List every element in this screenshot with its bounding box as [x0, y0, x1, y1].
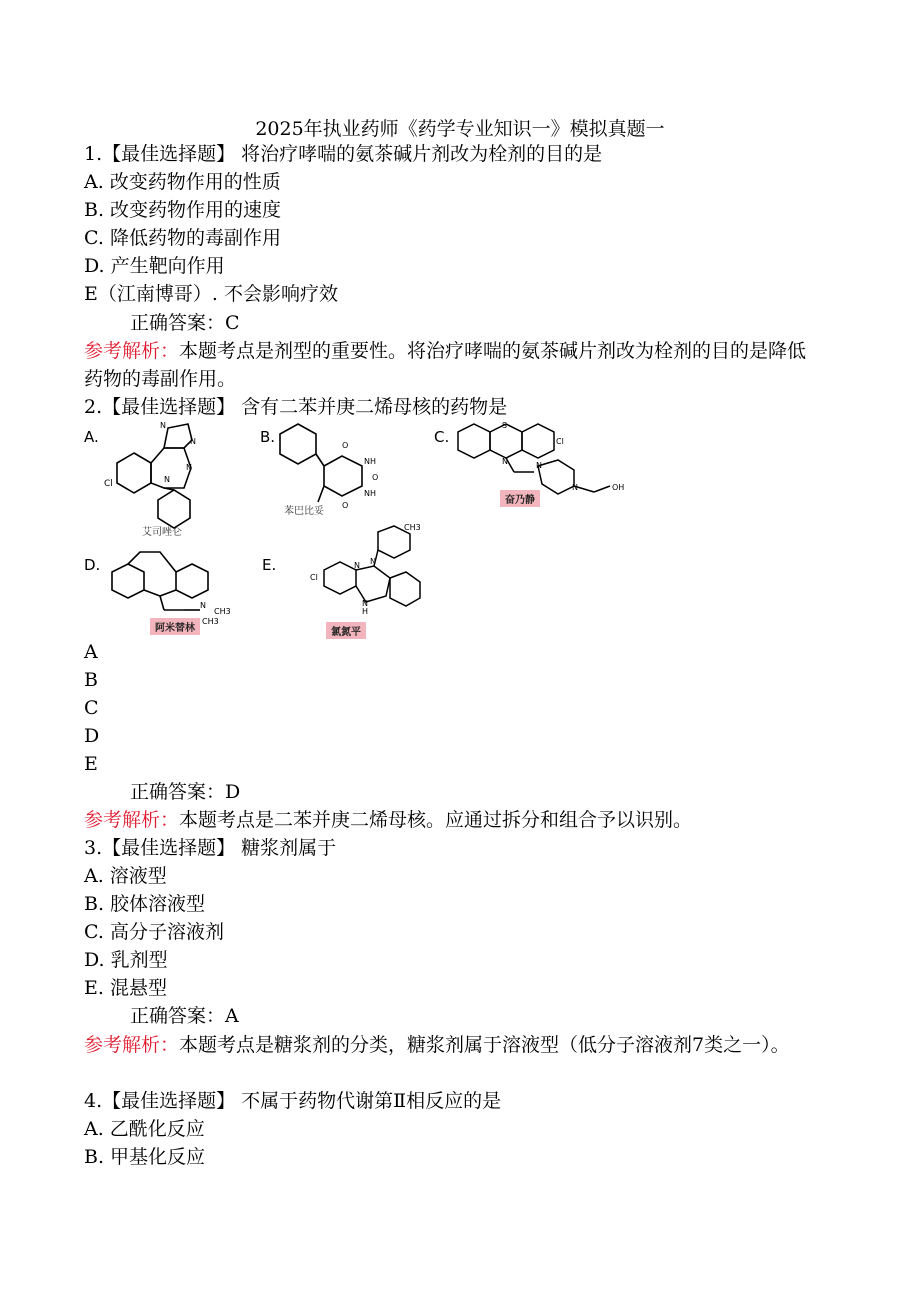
atom-d-ch3-2: CH3: [202, 617, 219, 624]
atom-b-nh2: NH: [364, 489, 376, 498]
atom-d-n: N: [200, 601, 206, 610]
document-title: 2025年执业药师《药学专业知识一》模拟真题一: [255, 118, 665, 140]
atom-a-n4: N: [164, 475, 170, 484]
structure-e: [262, 524, 432, 639]
q3-stem: 3.【最佳选择题】 糖浆剂属于: [84, 837, 337, 859]
structure-a: [84, 418, 214, 543]
q2-explanation-text: 本题考点是二苯并庚二烯母核。应通过拆分和组合予以识别。: [179, 809, 693, 831]
atom-e-h: H: [362, 607, 369, 616]
structure-e-name: 氯氮平: [326, 622, 366, 639]
structure-d-letter: D.: [84, 556, 101, 574]
atom-c-n2: N: [536, 461, 542, 470]
q3-answer: 正确答案：A: [130, 1005, 239, 1027]
structure-a-name: 艾司唑仑: [142, 527, 182, 538]
atom-a-n1: N: [186, 463, 192, 472]
q4-option-a: A. 乙酰化反应: [84, 1118, 205, 1140]
q2-option-e: E: [84, 753, 98, 775]
atom-e-n1: N: [370, 557, 376, 566]
atom-c-n3: N: [572, 483, 578, 492]
q1-explanation-label: 参考解析：: [84, 340, 180, 362]
structure-b-letter: B.: [260, 428, 276, 446]
atom-b-o2: O: [372, 473, 379, 482]
q2-option-b: B: [84, 669, 98, 691]
atom-a-n3: N: [190, 437, 196, 446]
q4-option-b: B. 甲基化反应: [84, 1146, 206, 1168]
q3-option-d: D. 乳剂型: [84, 949, 168, 971]
atom-e-ch3: CH3: [404, 524, 421, 532]
q2-explanation-label: 参考解析：: [84, 809, 180, 831]
q3-explanation-text: 本题考点是糖浆剂的分类，糖浆剂属于溶液型（低分子溶液剂7类之一）。: [179, 1034, 790, 1056]
q1-stem: 1.【最佳选择题】 将治疗哮喘的氨茶碱片剂改为栓剂的目的是: [84, 143, 603, 165]
q3-explanation-label: 参考解析：: [84, 1034, 180, 1056]
atom-d-ch3-1: CH3: [214, 607, 231, 616]
structure-a-drawing: [84, 418, 214, 530]
q3-option-e: E. 混悬型: [84, 977, 167, 999]
q4-stem: 4.【最佳选择题】 不属于药物代谢第Ⅱ相反应的是: [84, 1090, 502, 1112]
q3-option-c: C. 高分子溶液剂: [84, 921, 224, 943]
structure-c-letter: C.: [434, 428, 450, 446]
q3-option-a: A. 溶液型: [84, 865, 167, 887]
atom-e-cl: Cl: [310, 573, 318, 582]
structure-d: [84, 548, 249, 638]
structure-e-drawing: [262, 524, 432, 624]
q1-option-d: D. 产生靶向作用: [84, 255, 225, 277]
structure-c: [434, 418, 634, 513]
atom-e-n3: N: [362, 599, 368, 608]
structure-e-letter: E.: [262, 556, 277, 574]
structure-d-drawing: [84, 548, 249, 624]
atom-c-s: S: [502, 421, 508, 430]
structure-b: [258, 418, 398, 518]
atom-c-cl: Cl: [556, 437, 564, 446]
structure-d-name: 阿米替林: [150, 618, 200, 635]
atom-a-cl: Cl: [104, 479, 113, 489]
q1-answer: 正确答案：C: [130, 312, 240, 334]
q1-option-b: B. 改变药物作用的速度: [84, 199, 282, 221]
structure-c-name: 奋乃静: [500, 490, 540, 507]
atom-c-oh: OH: [612, 483, 625, 492]
structure-c-drawing: [434, 418, 634, 500]
atom-c-n1: N: [502, 457, 508, 466]
q2-option-c: C: [84, 697, 99, 719]
structure-b-drawing: [258, 418, 398, 508]
q1-explanation: [84, 337, 824, 393]
atom-e-n2: N: [354, 561, 360, 570]
q1-option-e: E（江南博哥）. 不会影响疗效: [84, 283, 338, 305]
atom-b-nh1: NH: [364, 457, 376, 466]
q2-option-a: A: [84, 641, 98, 663]
q3-explanation: [84, 1031, 824, 1059]
q2-answer: 正确答案：D: [130, 781, 241, 803]
q2-stem: 2.【最佳选择题】 含有二苯并庚二烯母核的药物是: [84, 396, 508, 418]
structure-a-letter: A.: [84, 428, 99, 446]
q1-explanation-text: 本题考点是剂型的重要性。将治疗哮喘的氨茶碱片剂改为栓剂的目的是降低药物的毒副作用。: [84, 340, 807, 390]
q3-option-b: B. 胶体溶液型: [84, 893, 206, 915]
q2-option-d: D: [84, 725, 100, 747]
q2-explanation: [84, 806, 824, 834]
atom-b-o1: O: [342, 441, 349, 450]
atom-b-o3: O: [342, 501, 349, 508]
atom-a-n2: N: [160, 421, 166, 430]
structure-b-name: 苯巴比妥: [284, 506, 324, 517]
q1-option-c: C. 降低药物的毒副作用: [84, 227, 281, 249]
q1-option-a: A. 改变药物作用的性质: [84, 171, 281, 193]
